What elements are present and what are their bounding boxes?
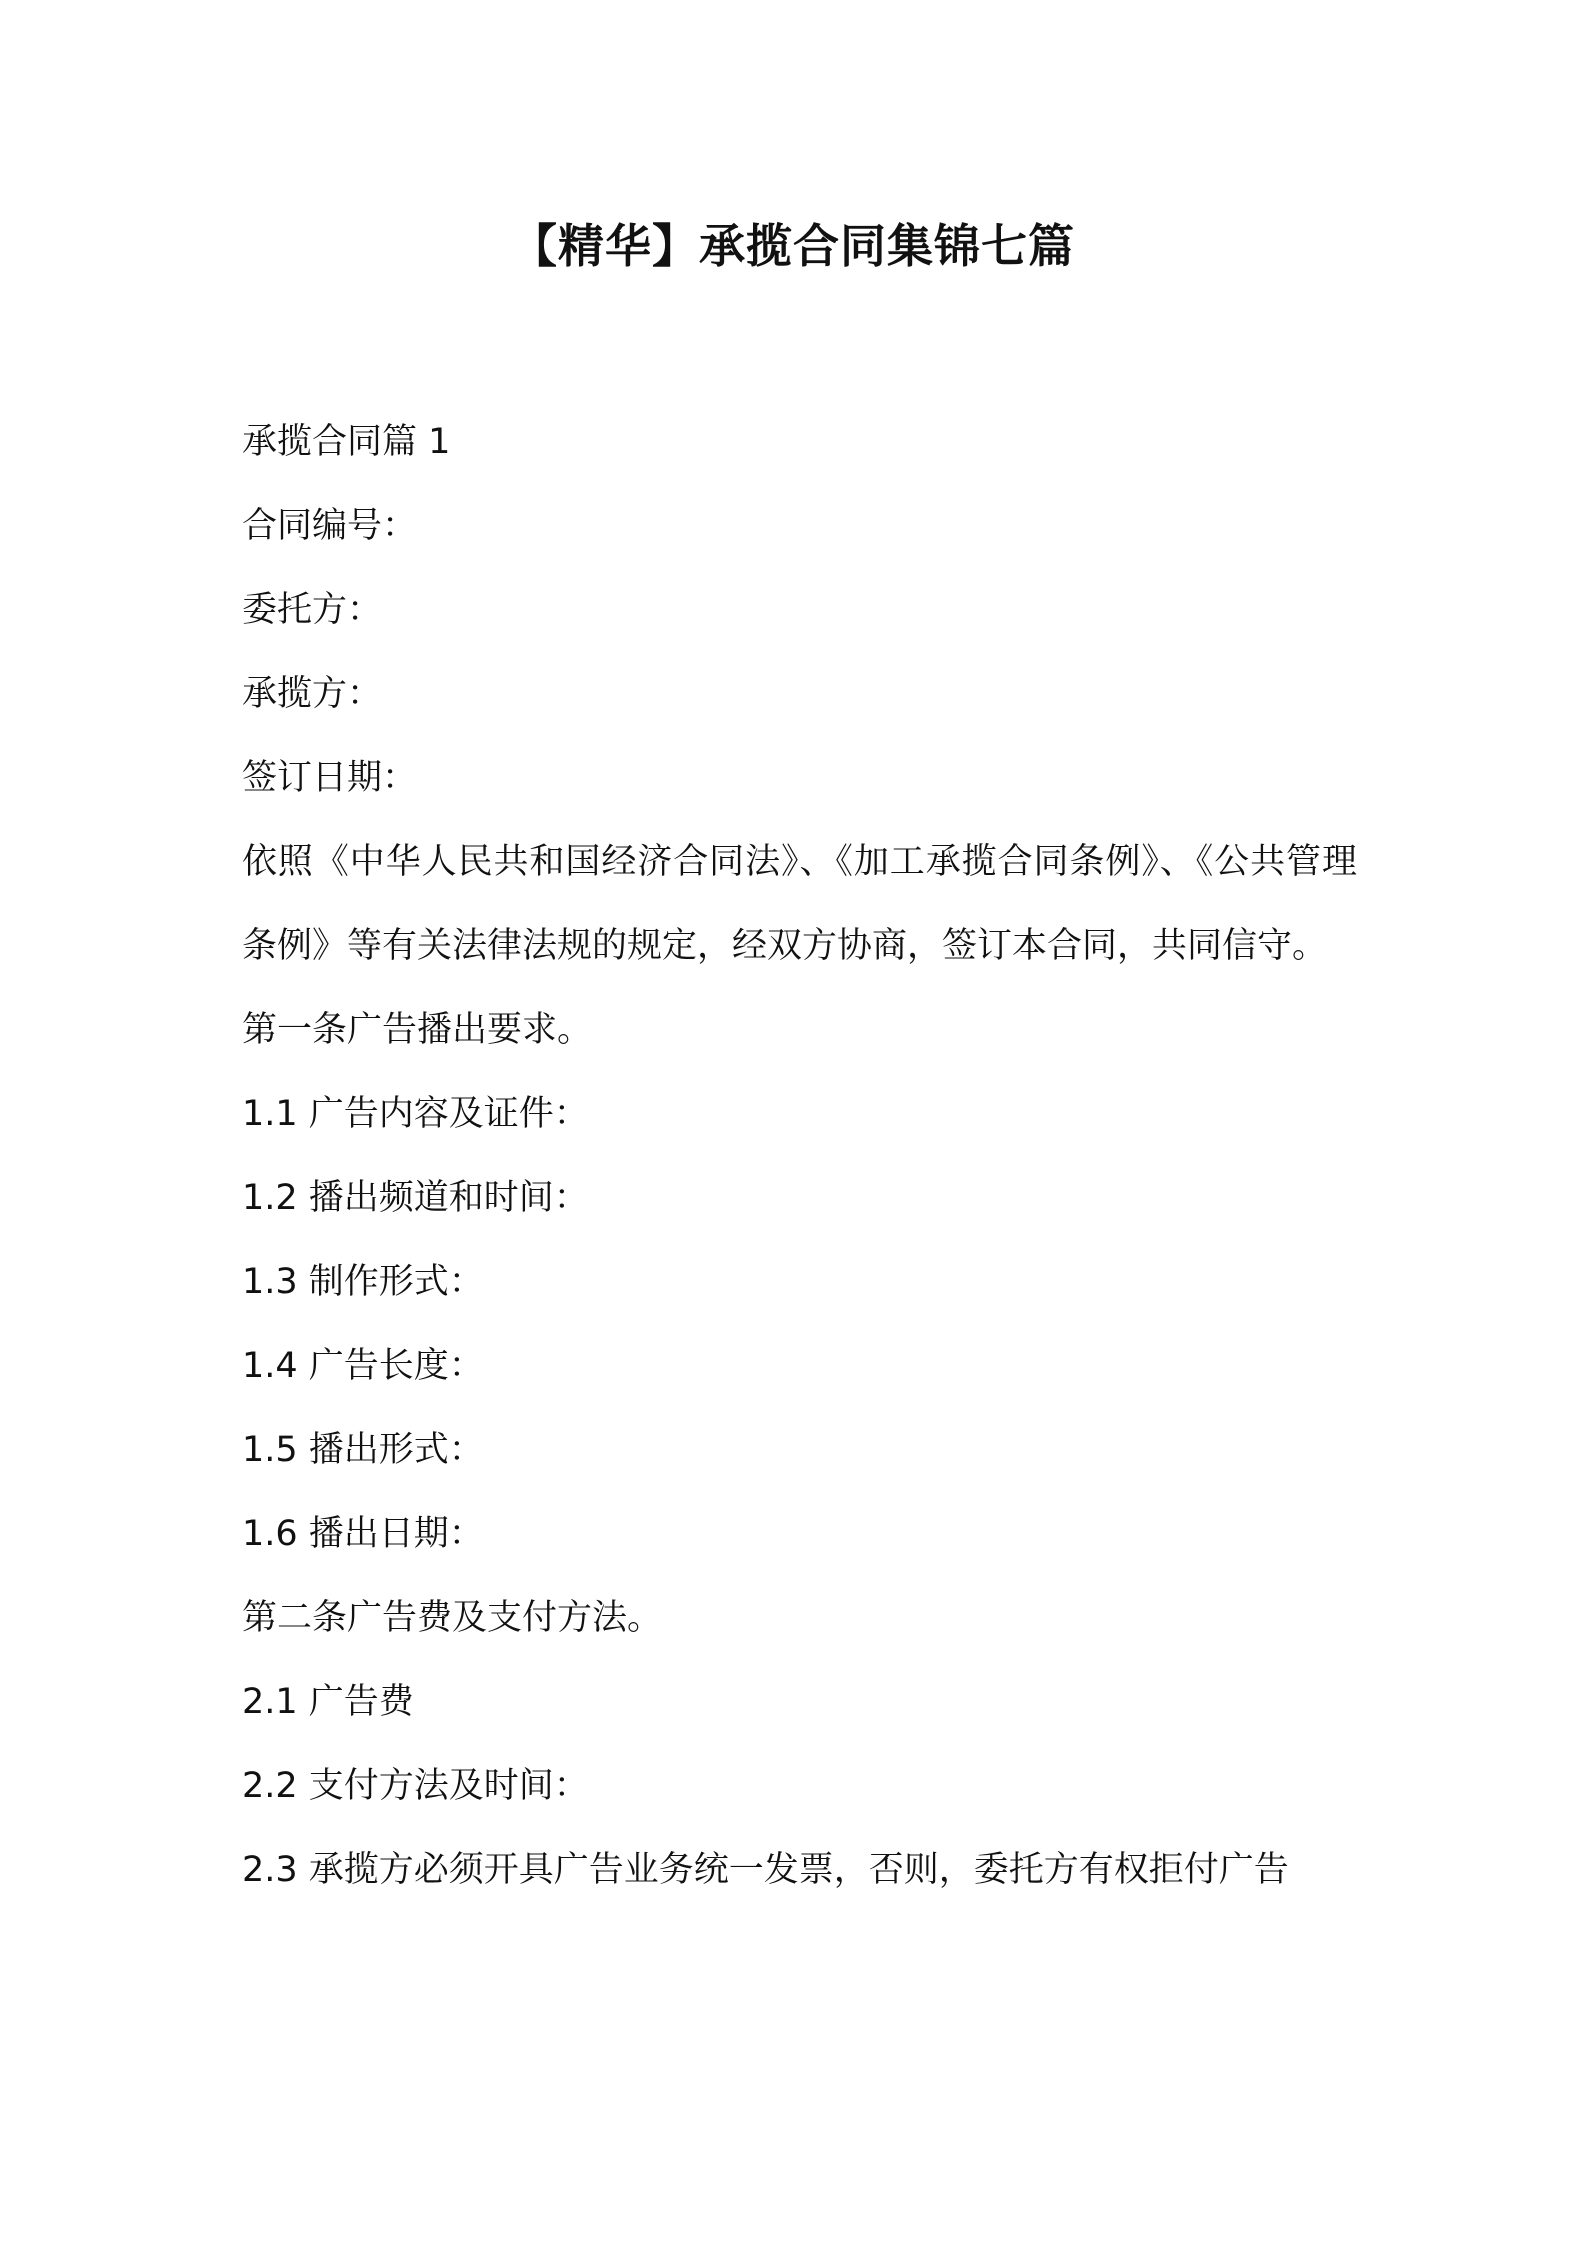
client-field: 委托方： — [242, 590, 383, 630]
article-item: 1.2 播出频道和时间： — [242, 1178, 589, 1218]
legal-basis-paragraph: 依照《中华人民共和国经济合同法》、《加工承揽合同条例》、《公共管理条例》等有关法律法规的规定，经双方协商，签订本合同，共同信守。 — [242, 842, 1357, 966]
contractor-field: 承揽方： — [242, 674, 383, 714]
signing-date-field: 签订日期： — [242, 758, 418, 798]
article-item: 1.3 制作形式： — [242, 1262, 484, 1302]
article-heading: 第二条广告费及支付方法。 — [242, 1598, 663, 1638]
article-item: 1.5 播出形式： — [242, 1430, 484, 1470]
contract-number-field: 合同编号： — [242, 506, 418, 546]
article-item: 1.1 广告内容及证件： — [242, 1094, 589, 1134]
section-heading: 承揽合同篇 1 — [242, 422, 451, 462]
article-item: 2.3 承揽方必须开具广告业务统一发票，否则，委托方有权拒付广告 — [242, 1850, 1289, 1890]
article-item: 1.6 播出日期： — [242, 1514, 484, 1554]
document-body — [242, 400, 1357, 1912]
article-item: 1.4 广告长度： — [242, 1346, 484, 1386]
document-title: 【精华】承揽合同集锦七篇 — [511, 219, 1075, 273]
article-heading: 第一条广告播出要求。 — [242, 1010, 593, 1050]
article-item: 2.2 支付方法及时间： — [242, 1766, 589, 1806]
article-item: 2.1 广告费 — [242, 1682, 414, 1722]
